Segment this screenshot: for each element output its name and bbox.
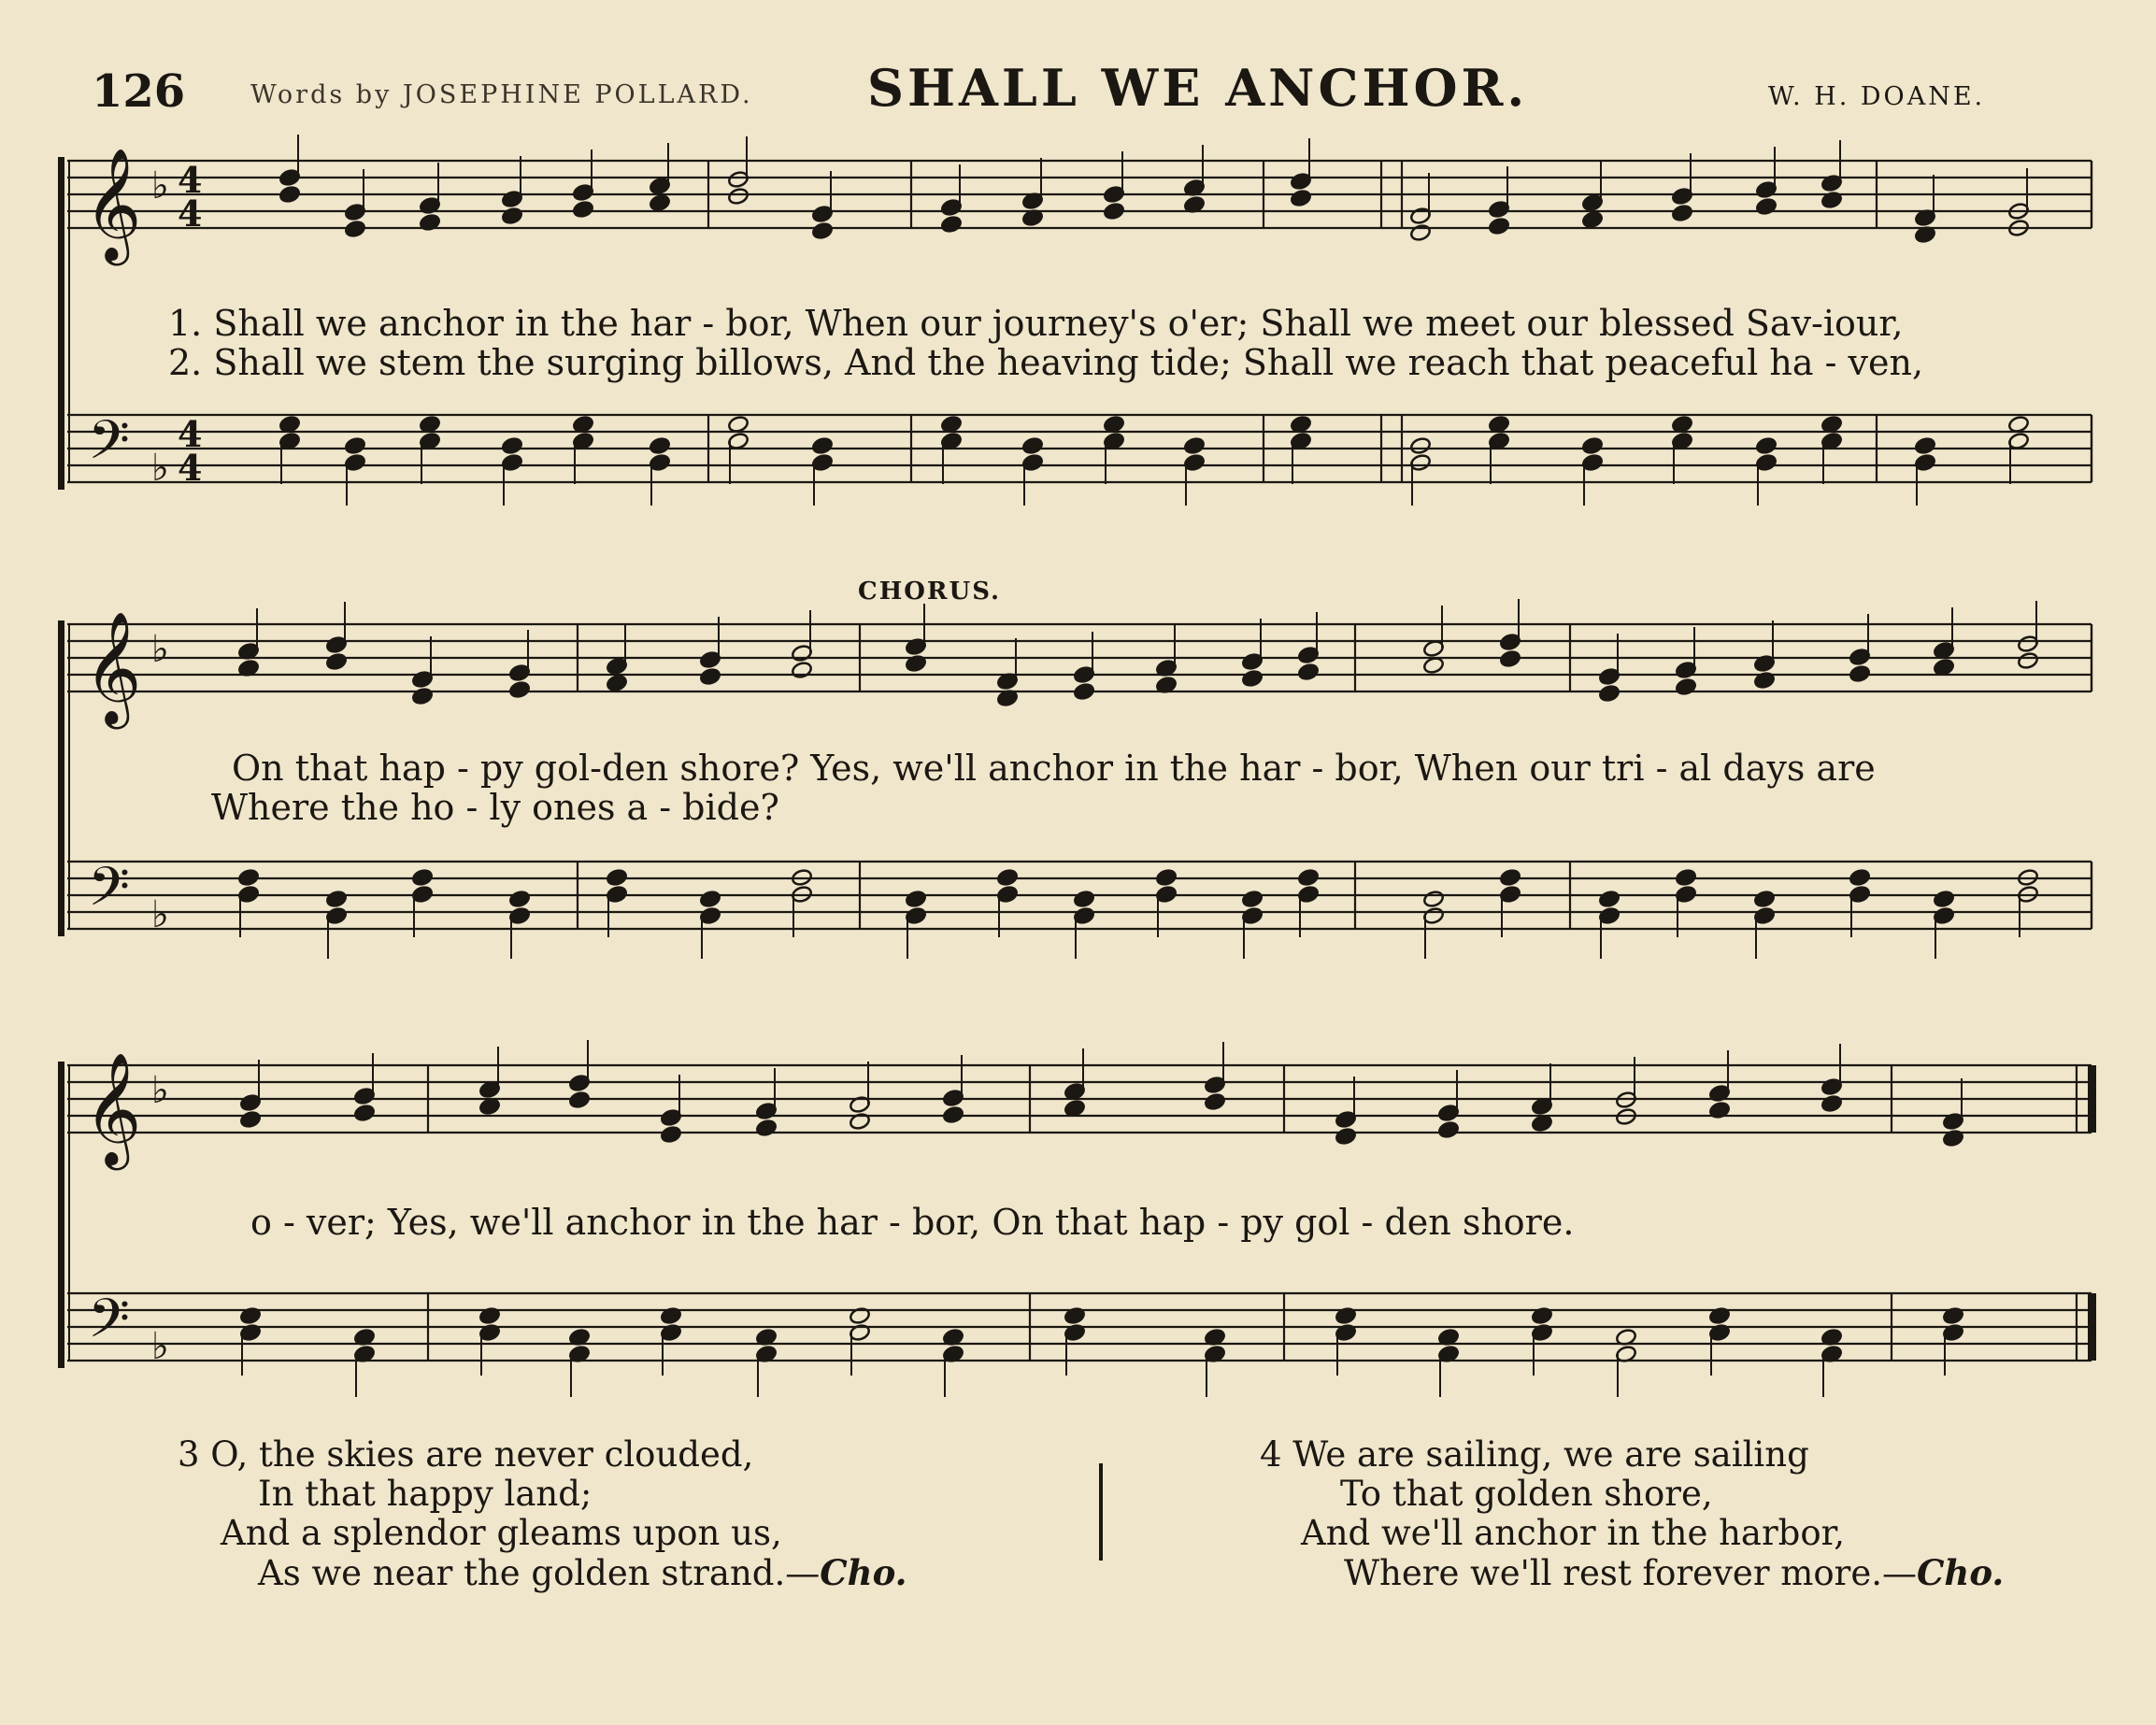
treble-notehead — [344, 220, 366, 238]
bass-notehead — [811, 436, 834, 455]
treble-notehead — [1204, 1092, 1226, 1111]
bass-notehead — [699, 890, 721, 908]
stanza-line: To that golden shore, — [1340, 1474, 1713, 1514]
system-1-treble-clef: 𝄞 — [84, 147, 142, 261]
treble-notehead — [1290, 189, 1312, 207]
bass-notehead — [1933, 890, 1955, 908]
treble-notehead — [1335, 1127, 1357, 1146]
treble-notehead — [278, 185, 301, 204]
bass-notehead — [1073, 890, 1095, 908]
system-3-treble-key-flat: ♭ — [151, 1069, 169, 1112]
treble-notehead — [606, 674, 628, 692]
bass-notehead — [1753, 890, 1776, 908]
system-1-bass-clef: 𝄢 — [88, 408, 131, 485]
treble-notehead — [1671, 204, 1693, 222]
treble-notehead — [1103, 202, 1125, 221]
bass-notehead — [501, 436, 523, 455]
page-number: 126 — [92, 65, 186, 118]
treble-notehead — [1488, 217, 1510, 235]
bass-notehead — [344, 436, 366, 455]
treble-notehead — [239, 1110, 262, 1129]
treble-notehead — [508, 680, 531, 699]
treble-notehead — [811, 221, 834, 240]
stanza-line: 3 O, the skies are never clouded, — [178, 1434, 754, 1475]
treble-notehead — [325, 652, 348, 671]
bass-notehead — [1183, 436, 1206, 455]
system-1-bass-time-top: 4 — [178, 413, 203, 455]
system-1-brace — [58, 157, 64, 490]
bass-notehead — [508, 890, 531, 908]
lyric-line-verse1: 1. Shall we anchor in the har - bor, When our journey's o'er; Shall we meet our blessed Sav-iour, — [168, 303, 1904, 344]
stanza-line: Where we'll rest forever more.— — [1344, 1553, 1917, 1593]
lyric-line-verse2: 2. Shall we stem the surging billows, And the heaving tide; Shall we reach that peaceful ha - ven, — [168, 342, 1924, 383]
system-3-bass-final-bar — [2088, 1293, 2096, 1361]
system-3-bass-clef: 𝄢 — [88, 1287, 131, 1363]
system-1-treble-time-top: 4 — [178, 159, 203, 201]
stanza-line: And we'll anchor in the harbor, — [1301, 1513, 1846, 1553]
system-1-treble-key-flat: ♭ — [151, 164, 169, 207]
treble-notehead — [1675, 677, 1697, 696]
bass-notehead — [1499, 868, 1521, 887]
bass-notehead — [1581, 436, 1604, 455]
bass-notehead — [649, 436, 671, 455]
treble-notehead — [568, 1091, 591, 1109]
treble-notehead — [572, 200, 594, 219]
bass-notehead — [996, 868, 1019, 887]
chorus-label: CHORUS. — [858, 577, 1002, 606]
bass-notehead — [1422, 890, 1445, 908]
system-1-treble-time-bottom: 4 — [178, 192, 203, 235]
bass-notehead — [1241, 890, 1264, 908]
refrain-mark: Cho. — [820, 1552, 907, 1593]
treble-notehead — [411, 687, 434, 706]
bass-notehead — [1849, 868, 1871, 887]
treble-notehead — [1437, 1120, 1460, 1139]
bass-notehead — [1675, 868, 1697, 887]
treble-notehead — [353, 1104, 376, 1122]
treble-notehead — [2017, 651, 2039, 670]
treble-notehead — [1820, 1094, 1843, 1113]
treble-notehead — [940, 215, 963, 234]
treble-notehead — [660, 1125, 682, 1144]
treble-notehead — [501, 207, 523, 225]
bass-notehead — [1598, 890, 1621, 908]
treble-notehead — [1849, 664, 1871, 683]
bass-notehead — [905, 890, 927, 908]
system-2-bass-key-flat: ♭ — [151, 893, 169, 936]
bass-notehead — [1755, 436, 1778, 455]
lyric-line-verse2-end: Where the ho - ly ones a - bide? — [211, 787, 779, 828]
treble-notehead — [1297, 663, 1320, 681]
treble-notehead — [649, 193, 671, 212]
bass-notehead — [325, 890, 348, 908]
treble-notehead — [942, 1105, 964, 1124]
treble-notehead — [1755, 197, 1778, 216]
treble-notehead — [1073, 682, 1095, 701]
system-2-bass-clef: 𝄢 — [88, 855, 131, 932]
stanza-3 — [178, 1435, 907, 1593]
treble-notehead — [791, 661, 813, 679]
system-3-bass-key-flat: ♭ — [151, 1325, 169, 1368]
bass-notehead — [237, 868, 260, 887]
hymn-title: SHALL WE ANCHOR. — [867, 58, 1529, 118]
lyric-line-chorus-a: On that hap - py gol-den shore? Yes, we'll anchor in the har - bor, When our tri - al days are — [232, 748, 1876, 789]
system-1-bass-key-flat: ♭ — [151, 447, 169, 490]
treble-notehead — [1409, 223, 1432, 242]
treble-notehead — [1598, 684, 1621, 703]
system-2-treble-key-flat: ♭ — [151, 628, 169, 671]
stanza-divider — [1099, 1463, 1103, 1561]
lyric-line-chorus-b: o - ver; Yes, we'll anchor in the har - bor, On that hap - py gol - den shore. — [250, 1202, 1575, 1243]
system-3-brace — [58, 1062, 64, 1368]
bass-notehead — [1409, 436, 1432, 455]
system-2-treble-clef: 𝄞 — [84, 610, 142, 724]
bass-notehead — [1914, 436, 1936, 455]
treble-notehead — [1499, 649, 1521, 668]
treble-notehead — [1581, 210, 1604, 229]
treble-notehead — [1241, 669, 1264, 688]
bass-notehead — [1155, 868, 1178, 887]
refrain-mark: Cho. — [1916, 1552, 2005, 1593]
system-1-bass-time-bottom: 4 — [178, 447, 203, 489]
stanza-4 — [1260, 1435, 2004, 1593]
bass-notehead — [606, 868, 628, 887]
system-2-brace — [58, 620, 64, 936]
system-3-treble-final-bar — [2088, 1065, 2096, 1133]
treble-notehead — [727, 187, 750, 206]
stanza-line: In that happy land; — [258, 1474, 593, 1514]
bass-notehead — [411, 868, 434, 887]
bass-notehead — [1021, 436, 1044, 455]
composer-credit: W. H. DOANE. — [1768, 82, 1986, 111]
system-3-treble-clef: 𝄞 — [84, 1051, 142, 1165]
stanza-line: And a splendor gleams upon us, — [221, 1513, 782, 1553]
stanza-line: 4 We are sailing, we are sailing — [1260, 1434, 1809, 1475]
treble-notehead — [699, 667, 721, 686]
stanza-line: As we near the golden strand.— — [258, 1553, 821, 1593]
treble-notehead — [755, 1119, 778, 1137]
bass-notehead — [1297, 868, 1320, 887]
lyricist-credit: Words by JOSEPHINE POLLARD. — [250, 80, 753, 109]
